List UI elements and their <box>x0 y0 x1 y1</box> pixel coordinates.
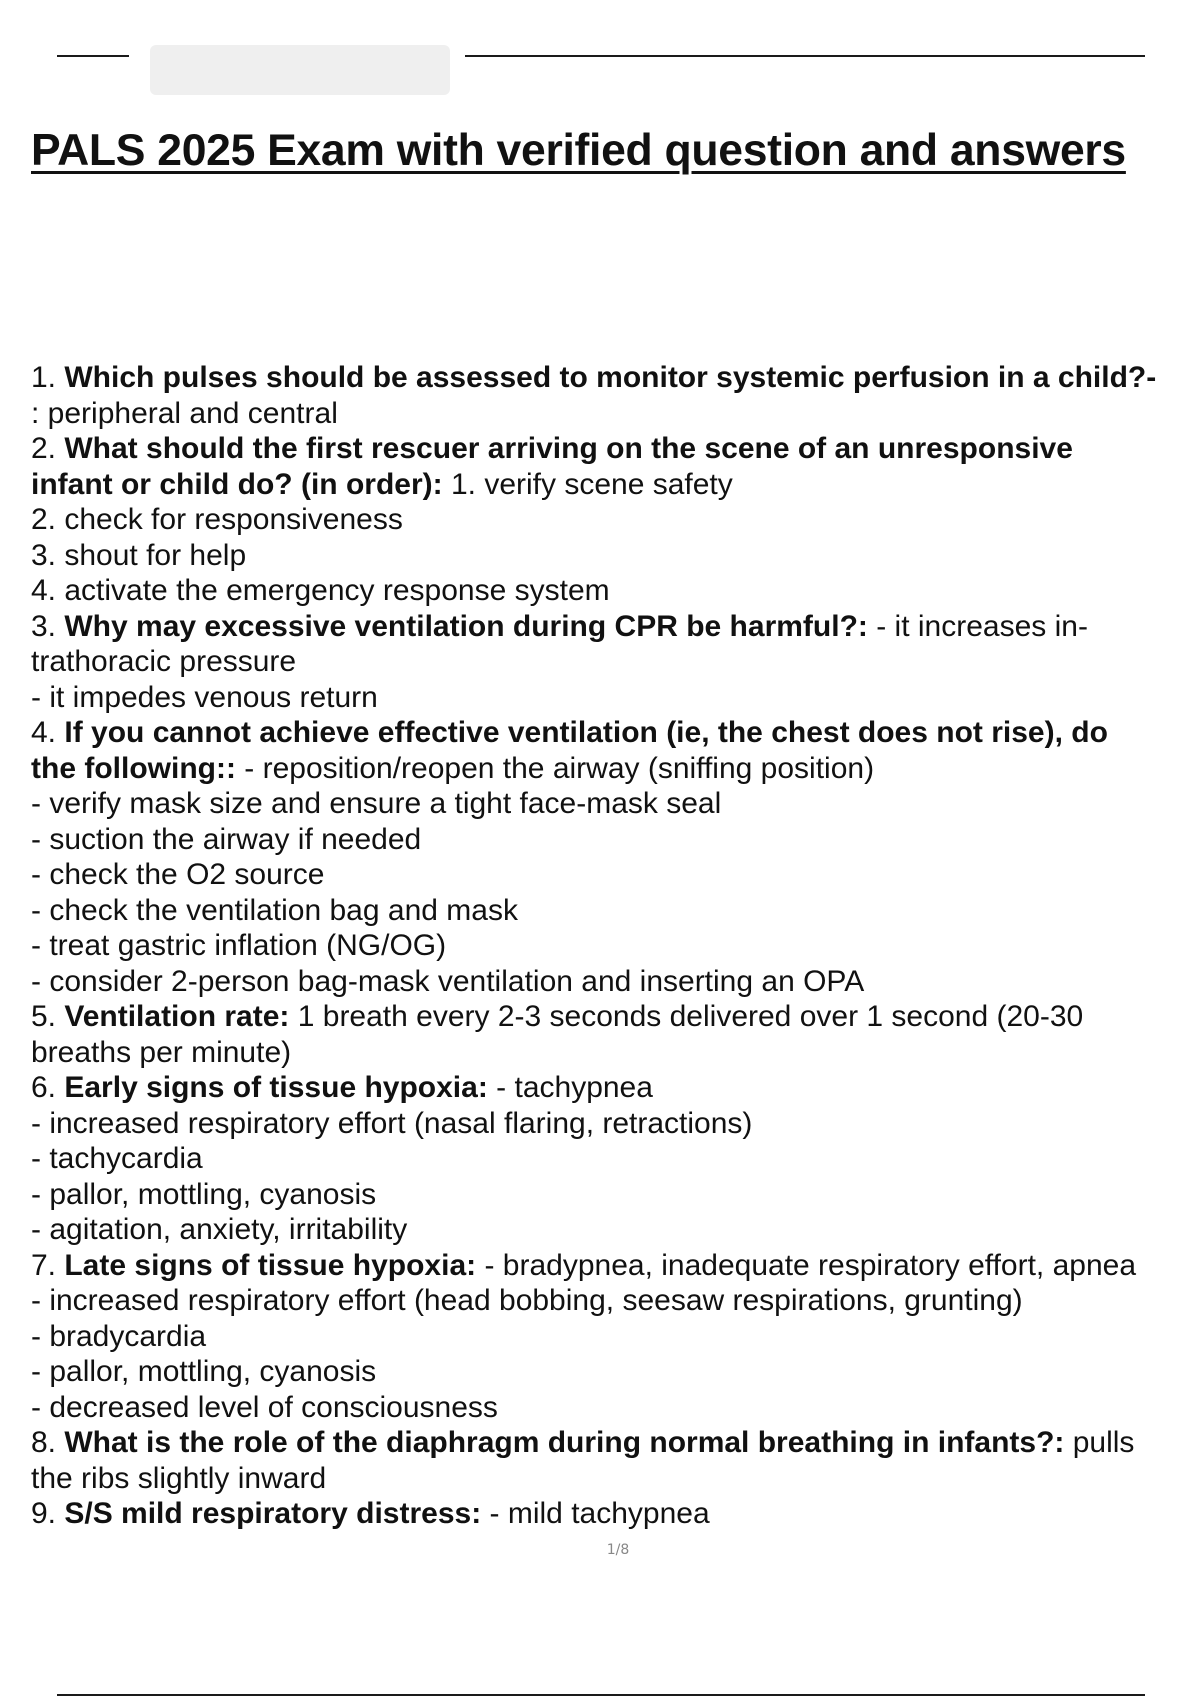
text-line <box>31 1106 1200 1142</box>
text-line <box>31 573 1200 609</box>
answer-text: pulls <box>1064 1426 1135 1459</box>
question-number: 3. <box>31 609 65 643</box>
question-text: Late signs of tissue hypoxia: <box>64 1248 477 1282</box>
text-line <box>31 715 1200 751</box>
watermark-logo <box>140 35 460 105</box>
answer-text: - consider 2-person bag-mask ventilation and inserting an OPA <box>31 964 865 998</box>
text-line <box>31 431 1200 467</box>
answer-text: 2. check for responsiveness <box>31 503 403 536</box>
question-text: Ventilation rate: <box>64 1000 290 1033</box>
answer-text: - mild tachypnea <box>481 1497 710 1530</box>
question-text: Early signs of tissue hypoxia: <box>64 1071 488 1104</box>
answer-text: - increased respiratory effort (nasal flaring, retractions) <box>31 1106 753 1140</box>
answer-text: 4. activate the emergency response system <box>31 574 610 607</box>
question-text: Which pulses should be assessed to monitor systemic perfusion in a child?- <box>64 361 1157 394</box>
answer-text: - decreased level of consciousness <box>31 1390 498 1424</box>
text-line <box>31 1354 1200 1390</box>
text-line <box>31 1212 1200 1248</box>
question-number: 8. <box>31 1426 65 1459</box>
answer-text: - pallor, mottling, cyanosis <box>31 1355 377 1388</box>
answer-text: - it increases in- <box>867 609 1088 643</box>
answer-text: the ribs slightly inward <box>31 1461 327 1495</box>
answer-text: 1 breath every 2-3 seconds delivered over 1 second (20-30 <box>289 1000 1084 1033</box>
text-line <box>31 964 1200 1000</box>
answer-text: - check the O2 source <box>31 858 325 891</box>
text-line <box>31 1141 1200 1177</box>
text-line <box>31 644 1200 680</box>
answer-text: - reposition/reopen the airway (sniffing position) <box>235 751 875 785</box>
text-line <box>31 1283 1200 1319</box>
text-line <box>31 999 1200 1035</box>
question-number: 4. <box>31 716 65 749</box>
answer-text: - pallor, mottling, cyanosis <box>31 1177 377 1211</box>
question-text: Why may excessive ventilation during CPR be harmful?: <box>64 609 868 643</box>
answer-text: - verify mask size and ensure a tight face-mask seal <box>31 787 722 820</box>
text-line <box>31 857 1200 893</box>
question-number: 9. <box>31 1497 65 1530</box>
question-text: the following:: <box>31 751 236 785</box>
question-number: 6. <box>31 1071 65 1104</box>
text-line <box>31 538 1200 574</box>
question-text: What should the first rescuer arriving on the scene of an unresponsive <box>64 432 1073 465</box>
text-line <box>31 786 1200 822</box>
answer-text: - treat gastric inflation (NG/OG) <box>31 929 447 962</box>
answer-text: 1. verify scene safety <box>442 467 733 501</box>
question-number: 1. <box>31 361 65 394</box>
answer-text: - bradycardia <box>31 1319 207 1353</box>
text-line <box>31 360 1200 396</box>
text-line <box>31 751 1200 787</box>
text-line <box>31 502 1200 538</box>
header-rule-left <box>57 55 129 57</box>
question-number: 7. <box>31 1248 65 1282</box>
text-line <box>31 928 1200 964</box>
text-line <box>31 1496 1200 1532</box>
answer-text: - bradypnea, inadequate respiratory effort, apnea <box>476 1248 1137 1282</box>
text-line <box>31 1461 1200 1497</box>
text-line <box>31 396 1200 432</box>
question-text: infant or child do? (in order): <box>31 467 443 501</box>
page-number: 1/8 <box>606 1542 630 1558</box>
answer-text: breaths per minute) <box>31 1035 292 1069</box>
text-line <box>31 1425 1200 1461</box>
text-line <box>31 609 1200 645</box>
text-line <box>31 467 1200 503</box>
answer-text: - increased respiratory effort (head bobbing, seesaw respirations, grunting) <box>31 1284 1023 1317</box>
question-number: 5. <box>31 1000 65 1033</box>
footer-rule <box>57 1694 1145 1696</box>
text-line <box>31 1177 1200 1213</box>
answer-text: - tachypnea <box>487 1071 653 1104</box>
answer-text: - it impedes venous return <box>31 680 378 714</box>
header-rule-right <box>465 55 1145 57</box>
question-text: What is the role of the diaphragm during normal breathing in infants?: <box>64 1426 1065 1459</box>
question-text: S/S mild respiratory distress: <box>64 1497 482 1530</box>
answer-text: - check the ventilation bag and mask <box>31 893 518 927</box>
text-line <box>31 822 1200 858</box>
text-line <box>31 1390 1200 1426</box>
question-text: If you cannot achieve effective ventilation (ie, the chest does not rise), do <box>64 716 1108 749</box>
answer-text: : peripheral and central <box>31 396 338 430</box>
text-line <box>31 1035 1200 1071</box>
qa-content <box>31 360 1200 1532</box>
text-line <box>31 1070 1200 1106</box>
document-title: PALS 2025 Exam with verified question and answers <box>31 126 1126 175</box>
answer-text: - suction the airway if needed <box>31 822 422 856</box>
answer-text: 3. shout for help <box>31 538 247 572</box>
text-line <box>31 1319 1200 1355</box>
question-number: 2. <box>31 432 65 465</box>
answer-text: trathoracic pressure <box>31 645 297 678</box>
text-line <box>31 680 1200 716</box>
answer-text: - tachycardia <box>31 1142 203 1175</box>
answer-text: - agitation, anxiety, irritability <box>31 1213 408 1246</box>
text-line <box>31 893 1200 929</box>
text-line <box>31 1248 1200 1284</box>
